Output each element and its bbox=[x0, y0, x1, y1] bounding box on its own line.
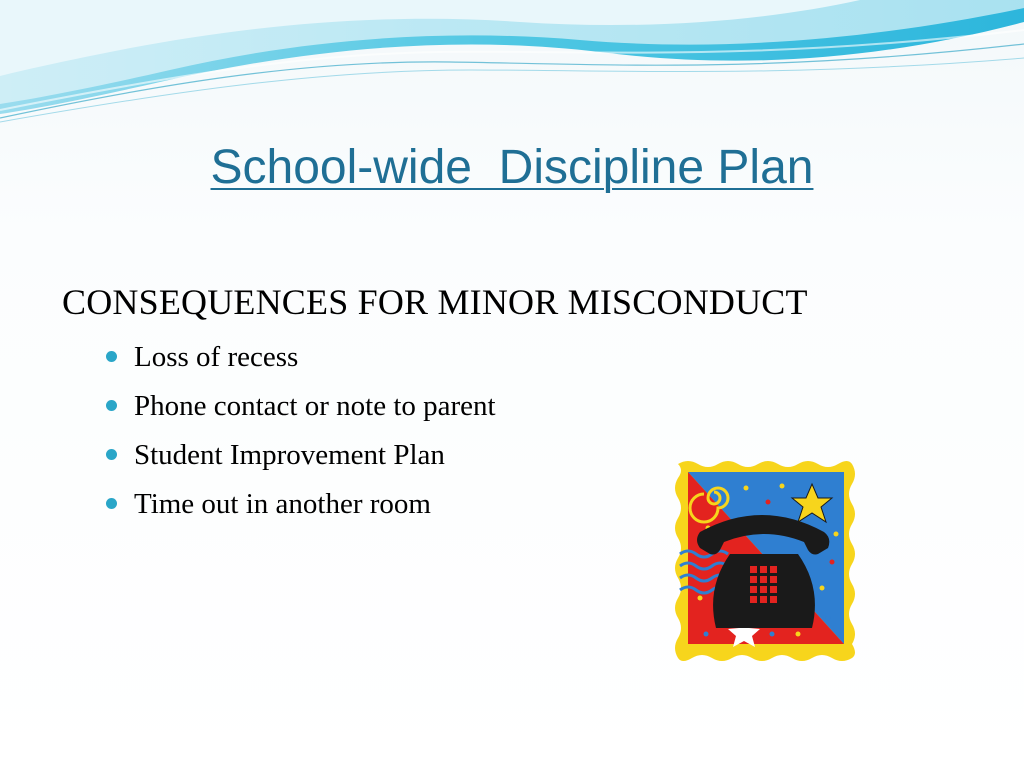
bullet-dot-icon bbox=[106, 498, 117, 509]
list-item bbox=[106, 337, 496, 386]
decorative-wave-header bbox=[0, 0, 1024, 130]
bullet-dot-icon bbox=[106, 449, 117, 460]
list-item-text: Phone contact or note to parent bbox=[134, 390, 496, 422]
list-item-text: Loss of recess bbox=[134, 341, 299, 373]
consequences-heading: CONSEQUENCES FOR MINOR MISCONDUCT bbox=[62, 282, 808, 322]
list-item bbox=[106, 386, 496, 435]
bullet-dot-icon bbox=[106, 351, 117, 362]
list-item bbox=[106, 435, 496, 484]
bullet-dot-icon bbox=[106, 400, 117, 411]
telephone-clipart-icon bbox=[672, 458, 858, 664]
list-item-text: Student Improvement Plan bbox=[134, 439, 445, 471]
list-item-text: Time out in another room bbox=[134, 488, 431, 520]
slide-title: School-wide Discipline Plan bbox=[210, 141, 814, 194]
list-item bbox=[106, 484, 496, 533]
consequences-list bbox=[106, 337, 496, 533]
